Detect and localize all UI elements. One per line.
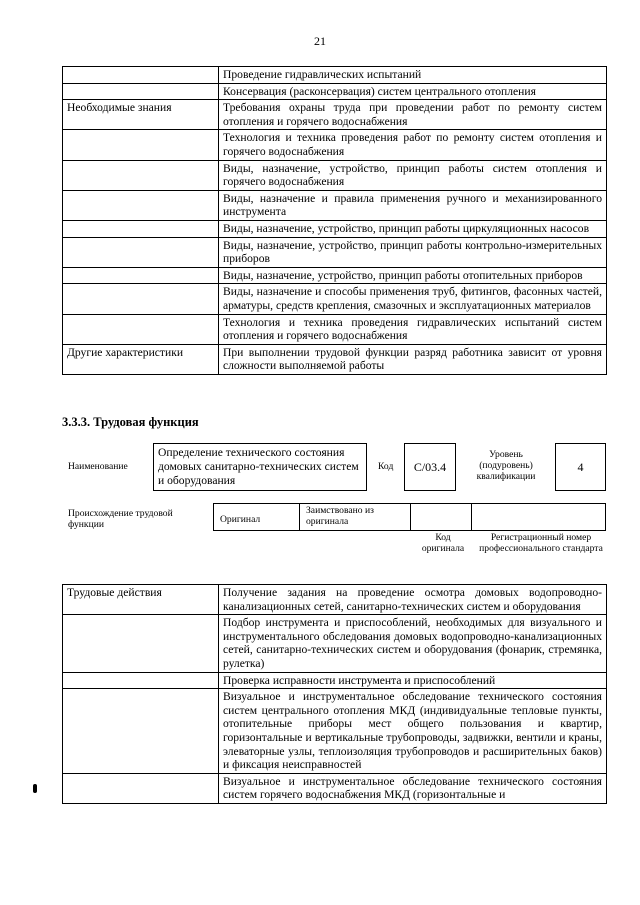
code-original-caption: Код оригинала: [421, 532, 465, 554]
level-box: [555, 443, 606, 491]
level-value: 4: [577, 460, 584, 474]
row-text: Технология и техника проведения гидравлических испытаний систем отопления и горячего водоснабжения: [219, 314, 607, 344]
row-text: Виды, назначение и правила применения ручного и механизированного инструмента: [219, 190, 607, 220]
table-row: [63, 237, 607, 267]
table-row: [63, 67, 607, 84]
row-label: [63, 689, 219, 774]
row-text: Требования охраны труда при проведении работ по ремонту систем отопления и горячего водоснабжения: [219, 100, 607, 130]
row-label: [63, 67, 219, 84]
function-name-box: [153, 443, 367, 491]
row-text: Виды, назначение и способы применения труб, фитингов, фасонных частей, арматуры, средств крепления, смазочных и эксплуатационных материалов: [219, 284, 607, 314]
row-text: Виды, назначение, устройство, принцип работы контрольно-измерительных приборов: [219, 237, 607, 267]
row-label: [63, 190, 219, 220]
row-label: [63, 267, 219, 284]
row-text: Визуальное и инструментальное обследование технического состояния систем центрального отопления МКД (индивидуальные тепловые пункты, отопительные приборы мест общего пользования и квартир, горизонтальные и вертикальные трубопроводы, задвижки, вентили и краны, элеваторные узлы, теплоизоляция трубопроводов и расширительных баков) и фиксация неисправностей: [219, 689, 607, 774]
original-label: Оригинал: [220, 514, 261, 525]
row-text: Виды, назначение, устройство, принцип работы отопительных приборов: [219, 267, 607, 284]
row-text: При выполнении трудовой функции разряд работника зависит от уровня сложности выполняемой работы: [219, 344, 607, 374]
borrowed-label: Заимствовано из оригинала: [306, 505, 374, 527]
row-label: Необходимые знания: [63, 100, 219, 130]
table-row: [63, 615, 607, 672]
table-row: [63, 585, 607, 615]
section-title: 3.3.3. Трудовая функция: [62, 415, 199, 429]
table-row: [63, 689, 607, 774]
labor-actions-table: [62, 584, 607, 804]
row-text: Проверка исправности инструмента и приспособлений: [219, 672, 607, 689]
table-row: [63, 160, 607, 190]
row-text: Технология и техника проведения работ по ремонту систем отопления и горячего водоснабжения: [219, 130, 607, 160]
code-box: [404, 443, 456, 491]
reg-number-caption: Регистрационный номер профессионального стандарта: [479, 532, 603, 554]
row-label: Другие характеристики: [63, 344, 219, 374]
row-text: Виды, назначение, устройство, принцип работы циркуляционных насосов: [219, 220, 607, 237]
origin-divider: [471, 503, 472, 531]
function-name: Определение технического состояния домовых санитарно-технических систем и оборудования: [158, 446, 359, 487]
row-label: [63, 773, 219, 803]
row-label: Трудовые действия: [63, 585, 219, 615]
knowledge-table: [62, 66, 607, 375]
row-label: [63, 615, 219, 672]
row-text: Консервация (расконсервация) систем центрального отопления: [219, 83, 607, 100]
name-label: Наименование: [68, 461, 128, 472]
margin-ink-mark: [33, 784, 37, 793]
row-text: Получение задания на проведение осмотра домовых водопроводно-канализационных сетей, санитарно-технических систем и оборудования: [219, 585, 607, 615]
table-row: [63, 267, 607, 284]
row-label: [63, 314, 219, 344]
origin-divider: [410, 503, 411, 531]
row-label: [63, 160, 219, 190]
table-row: [63, 100, 607, 130]
table-row: [63, 190, 607, 220]
code-label: Код: [378, 461, 394, 472]
code-value: C/03.4: [413, 460, 447, 474]
row-label: [63, 130, 219, 160]
row-label: [63, 220, 219, 237]
table-row: [63, 314, 607, 344]
table-row: [63, 773, 607, 803]
row-text: Виды, назначение, устройство, принцип работы систем отопления и горячего водоснабжения: [219, 160, 607, 190]
table-row: [63, 220, 607, 237]
row-label: [63, 83, 219, 100]
row-label: [63, 672, 219, 689]
row-text: Визуальное и инструментальное обследование технического состояния систем горячего водоснабжения МКД (горизонтальные и: [219, 773, 607, 803]
row-label: [63, 237, 219, 267]
table-row: [63, 284, 607, 314]
table-row: [63, 672, 607, 689]
table-row: [63, 83, 607, 100]
row-text: Подбор инструмента и приспособлений, необходимых для визуального и инструментального обследования домовых водопроводно-канализационных сетей, санитарно-технических систем и оборудования (фонарик, стремянка, рулетка): [219, 615, 607, 672]
row-text: Проведение гидравлических испытаний: [219, 67, 607, 84]
origin-divider: [299, 503, 300, 531]
table-row: [63, 130, 607, 160]
row-label: [63, 284, 219, 314]
origin-label: Происхождение трудовой функции: [68, 508, 173, 530]
level-label: Уровень (подуровень) квалификации: [476, 449, 536, 482]
table-row: [63, 344, 607, 374]
page-number: 21: [314, 34, 326, 48]
